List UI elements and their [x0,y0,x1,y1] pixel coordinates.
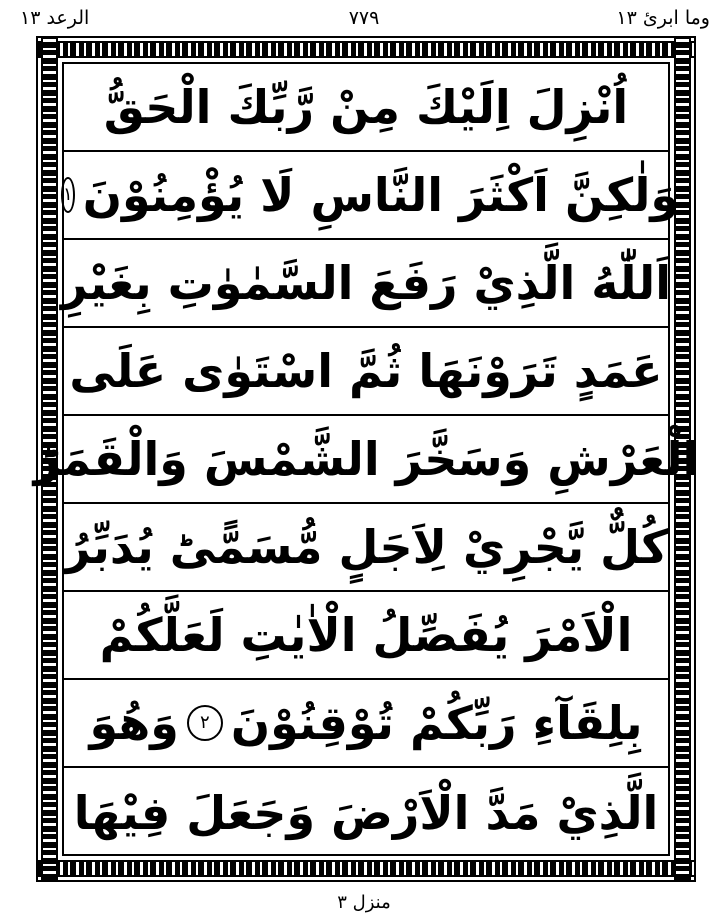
manzil-footer: منزل ۳ [337,892,391,913]
line-text-continued: وَهُوَ [89,696,179,750]
verse-line-7 [64,592,668,680]
page-border [33,36,699,882]
page-number: ۷۷۹ [348,7,380,29]
verse-line-2 [63,152,679,240]
verse-line-1 [64,64,668,152]
verse-line-5 [33,416,699,504]
line-text: كُلٌّ يَّجْرِيْ لِاَجَلٍ مُّسَمًّىؕ يُدَبِّرُ [64,520,668,574]
verse-line-8 [64,680,668,768]
line-text: الْاَمْرَ يُفَصِّلُ الْاٰيٰتِ لَعَلَّكُمْ [99,608,633,662]
verse-line-3 [61,240,671,328]
line-text: وَلٰكِنَّ اَكْثَرَ النَّاسِ لَا يُؤْمِنُوْنَ [82,168,679,222]
header-surah-left: الرعد ۱۳ [20,7,90,29]
ayah-marker: ۱ [61,177,75,213]
line-text: بِلِقَآءِ رَبِّكُمْ تُوْقِنُوْنَ [230,696,643,750]
text-area [33,62,699,856]
verse-line-4 [64,328,668,416]
line-text: الْعَرْشِ وَسَخَّرَ الشَّمْسَ وَالْقَمَرَؕ [33,432,699,486]
line-text: اَللّٰهُ الَّذِيْ رَفَعَ السَّمٰوٰتِ بِغَيْرِ [61,256,671,310]
verse-line-6 [64,504,668,592]
border-ornament-top [38,41,694,58]
border-ornament-bottom [38,860,694,877]
line-text: عَمَدٍ تَرَوْنَهَا ثُمَّ اسْتَوٰى عَلَى [69,344,663,398]
verse-line-9 [64,768,668,858]
line-text: الَّذِيْ مَدَّ الْاَرْضَ وَجَعَلَ فِيْهَا [73,786,659,840]
header-chapter-right: وما ابرئ ۱۳ [616,7,710,29]
line-text: اُنْزِلَ اِلَيْكَ مِنْ رَّبِّكَ الْحَقُّ [103,80,629,134]
ayah-marker: ۲ [187,705,223,741]
